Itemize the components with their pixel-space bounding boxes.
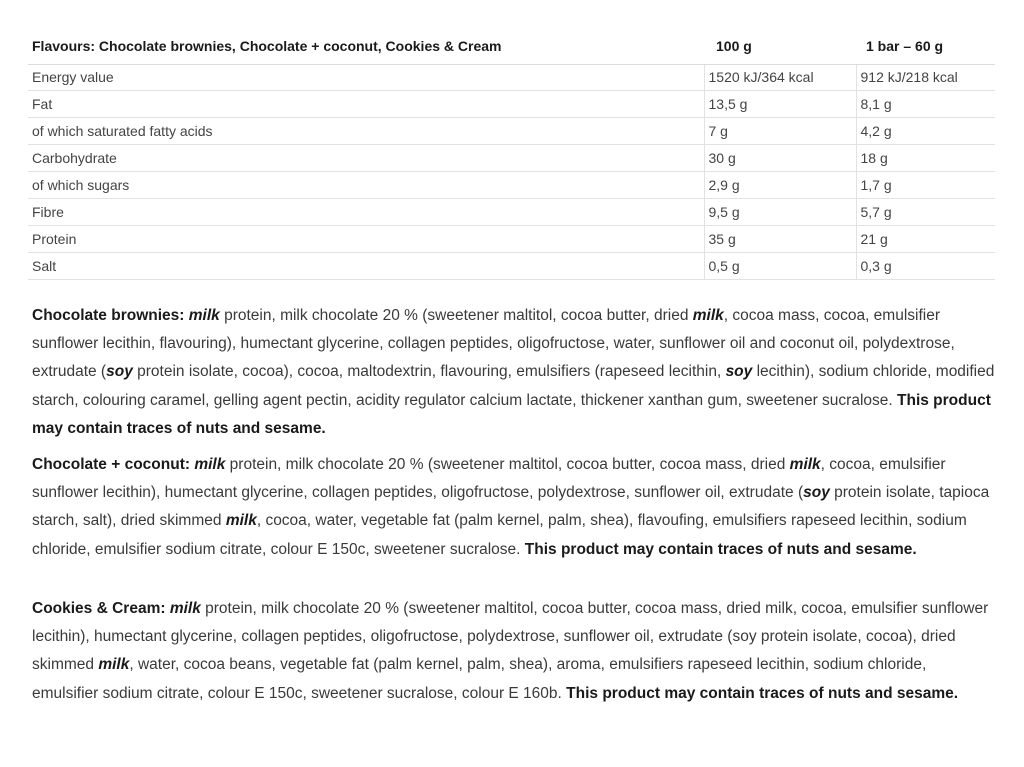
nutrition-table-body (28, 64, 995, 279)
bold-text: This product may contain traces of nuts and sesame. (524, 540, 917, 558)
table-row (28, 252, 995, 279)
nutrient-name: Protein (28, 225, 704, 252)
table-row (28, 64, 995, 91)
allergen-highlight: soy (725, 363, 753, 381)
value-per-bar: 912 kJ/218 kcal (856, 64, 995, 91)
value-per-bar: 0,3 g (856, 252, 995, 279)
value-per-100g: 13,5 g (704, 91, 856, 118)
table-row (28, 118, 995, 145)
nutrient-name: Fibre (28, 198, 704, 225)
table-row (28, 198, 995, 225)
allergen-highlight: milk (169, 600, 201, 617)
table-row (28, 145, 995, 172)
value-per-bar: 1,7 g (856, 172, 995, 199)
value-per-100g: 9,5 g (704, 198, 856, 225)
ingredients-cookies-cream (32, 595, 996, 708)
value-per-bar: 21 g (856, 225, 995, 252)
value-per-100g: 35 g (704, 225, 856, 252)
ingredient-text: , cocoa, emulsifier sunflower lecithin), humectant glycerine, collagen peptides, oligofructose, polydextrose, sunflower oil, extrudate ( (32, 456, 946, 502)
ingredients-chocolate-coconut (32, 451, 996, 564)
value-per-100g: 0,5 g (704, 252, 856, 279)
bold-text: This product may contain traces of nuts and sesame. (32, 391, 991, 437)
nutrition-table-header (28, 28, 995, 64)
value-per-100g: 2,9 g (704, 172, 856, 199)
flavours-header: Flavours: Chocolate brownies, Chocolate + coconut, Cookies & Cream (28, 28, 704, 64)
nutrient-name: of which sugars (28, 172, 704, 199)
header-row (28, 28, 995, 64)
nutrition-table (28, 28, 995, 280)
ingredients-chocolate-brownies (32, 302, 996, 443)
allergen-highlight: milk (225, 512, 257, 530)
ingredient-text: protein, milk chocolate 20 % (sweetener maltitol, cocoa butter, cocoa mass, dried (225, 456, 790, 473)
nutrient-name: of which saturated fatty acids (28, 118, 704, 145)
ingredient-text: protein, milk chocolate 20 % (sweetener maltitol, cocoa butter, dried (219, 307, 693, 324)
bold-text: Cookies & Cream: (32, 600, 166, 617)
ingredient-text: , water, cocoa beans, vegetable fat (palm kernel, palm, shea), aroma, emulsifiers rapeseed lecithin, sodium chloride, emulsifier sodium citrate, colour E 150c, sweetener sucralose, colour E 160b. (32, 656, 927, 702)
bold-text: This product may contain traces of nuts and sesame. (566, 684, 959, 702)
nutrient-name: Energy value (28, 64, 704, 91)
ingredient-text: protein isolate, tapioca starch, salt), dried skimmed (32, 484, 990, 530)
table-row (28, 225, 995, 252)
per-100g-header: 100 g (704, 28, 856, 64)
allergen-highlight: soy (106, 363, 133, 381)
value-per-100g: 7 g (704, 118, 856, 145)
value-per-100g: 1520 kJ/364 kcal (704, 64, 856, 91)
allergen-highlight: milk (692, 307, 724, 324)
nutrient-name: Fat (28, 91, 704, 118)
value-per-bar: 4,2 g (856, 118, 995, 145)
ingredient-text: lecithin), sodium chloride, modified starch, colouring caramel, gelling agent pectin, acidity regulator calcium lactate, thickener xanthan gum, sweetener sucralose. (32, 363, 995, 409)
allergen-highlight: milk (98, 656, 130, 674)
table-row (28, 91, 995, 118)
allergen-highlight: milk (188, 307, 220, 324)
ingredient-text: , cocoa mass, cocoa, emulsifier sunflower lecithin, flavouring), humectant glycerine, collagen peptides, oligofructose, water, sunflower oil and coconut oil, polydextrose, extrudate ( (32, 307, 955, 381)
nutrient-name: Salt (28, 252, 704, 279)
bold-text: Chocolate + coconut: (32, 456, 191, 473)
ingredient-text: protein isolate, cocoa), cocoa, maltodextrin, flavouring, emulsifiers (rapeseed lecithin, (132, 363, 726, 381)
allergen-highlight: soy (803, 484, 830, 502)
value-per-100g: 30 g (704, 145, 856, 172)
ingredient-text: protein, milk chocolate 20 % (sweetener maltitol, cocoa butter, cocoa mass, dried milk, cocoa, emulsifier sunflower lecithin), humectant glycerine, collagen peptides, oligofructose, polydextrose, sunflower oil, extrudate (soy protein isolate, cocoa), dried skimmed (32, 600, 989, 674)
bold-text: Chocolate brownies: (32, 307, 185, 324)
allergen-highlight: milk (789, 456, 821, 473)
value-per-bar: 5,7 g (856, 198, 995, 225)
ingredient-text: , cocoa, water, vegetable fat (palm kernel, palm, shea), flavoufing, emulsifiers rapeseed lecithin, sodium chloride, emulsifier sodium citrate, colour E 150c, sweetener sucralose. (32, 512, 967, 558)
table-row (28, 172, 995, 199)
nutrient-name: Carbohydrate (28, 145, 704, 172)
value-per-bar: 8,1 g (856, 91, 995, 118)
value-per-bar: 18 g (856, 145, 995, 172)
per-bar-header: 1 bar – 60 g (856, 28, 995, 64)
allergen-highlight: milk (194, 456, 226, 473)
